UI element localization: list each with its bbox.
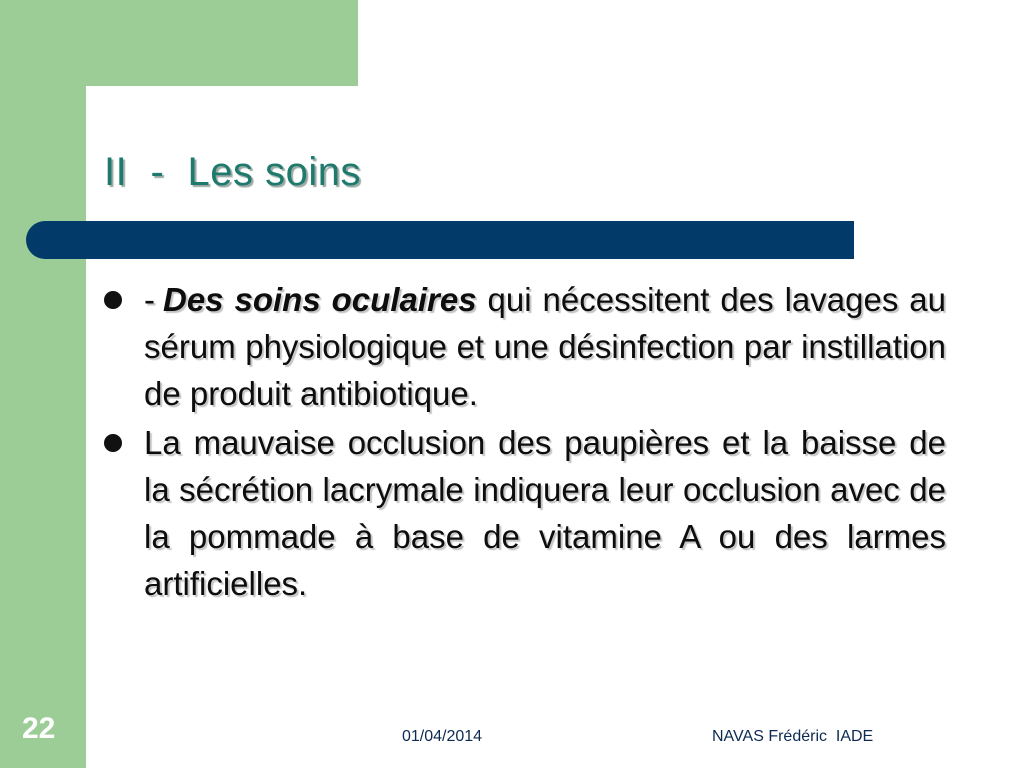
footer-author: NAVAS Frédéric IADE xyxy=(712,728,874,745)
bullet-icon xyxy=(104,291,122,309)
slide-number: 22 xyxy=(22,712,56,745)
footer-date: 01/04/2014 xyxy=(402,728,483,745)
bullet-dash: - xyxy=(144,281,155,318)
bullet-icon xyxy=(104,434,122,452)
bullet-text: La mauvaise occlusion des paupières et la baisse de la sécrétion lacrymale indiquera leur occlusion avec de la pommade à base de vitamine A ou des larmes artificielles. xyxy=(144,424,946,602)
bullet-list xyxy=(100,276,946,609)
bullet-emphasis: Des soins oculaires xyxy=(163,281,477,318)
bullet-item-2 xyxy=(100,419,946,607)
bullet-item-1 xyxy=(100,276,946,417)
title-underline-bar xyxy=(26,221,854,259)
frame-top-block xyxy=(0,0,358,86)
bullet-text: qui nécessitent des lavages au sérum physiologique et une désinfection par instillation de produit antibiotique. xyxy=(144,281,946,412)
slide-title: II - Les soins xyxy=(104,150,361,194)
frame-left-strip xyxy=(0,0,86,768)
